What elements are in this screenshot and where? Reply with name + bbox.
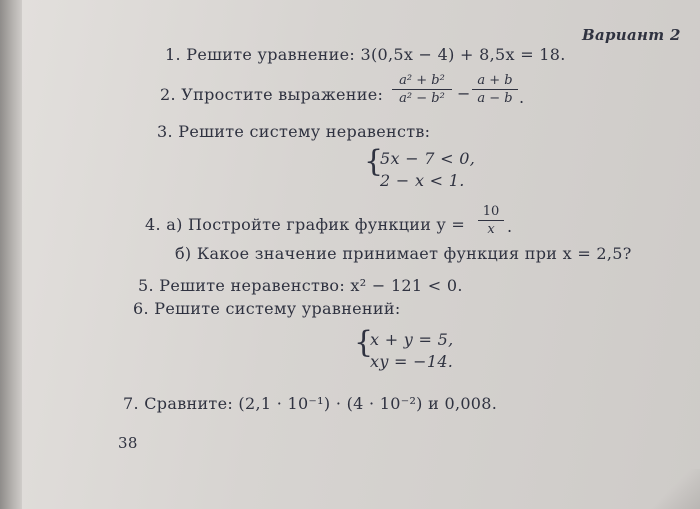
- task-1-text: Решите уравнение:: [186, 45, 356, 64]
- variant-label: Вариант 2: [582, 26, 681, 44]
- task-4-fraction: [478, 203, 504, 238]
- task-4-part-b: б) Какое значение принимает функция при x = 2,5?: [175, 244, 632, 263]
- task-3-inequality-2: 2 − x < 1.: [380, 171, 465, 190]
- task-6: [133, 299, 401, 318]
- task-2-fraction-2: [472, 72, 518, 107]
- task-3-system-brace: {: [364, 144, 384, 179]
- book-binding: [0, 0, 22, 509]
- page-number: 38: [118, 434, 138, 452]
- task-6-system-brace: {: [354, 325, 374, 360]
- task-4: [145, 215, 465, 234]
- task-2-end: .: [519, 88, 525, 107]
- task-5-text: Решите неравенство: x² − 121 < 0.: [159, 276, 463, 295]
- task-2-fraction-1-denominator: a² − b²: [399, 91, 445, 106]
- task-6-equation-2: xy = −14.: [370, 352, 454, 371]
- task-2: [160, 85, 383, 104]
- task-1: [165, 45, 566, 64]
- task-2-minus: −: [457, 84, 471, 103]
- task-6-number: 6.: [133, 299, 149, 318]
- task-6-text: Решите систему уравнений:: [154, 299, 401, 318]
- task-7: [123, 394, 497, 413]
- task-5-number: 5.: [138, 276, 154, 295]
- task-4-part-a: а) Постройте график функции y =: [166, 215, 466, 234]
- task-2-fraction-2-numerator: a + b: [472, 72, 518, 90]
- task-1-expression: 3(0,5x − 4) + 8,5x = 18.: [360, 45, 566, 64]
- task-2-fraction-1-numerator: a² + b²: [392, 72, 452, 90]
- task-2-fraction-1: [392, 72, 452, 107]
- task-3-number: 3.: [157, 122, 173, 141]
- page-corner-shadow: [640, 469, 700, 509]
- task-7-number: 7.: [123, 394, 139, 413]
- task-4-end: .: [507, 217, 513, 236]
- task-4-fraction-denominator: x: [487, 222, 495, 237]
- task-2-fraction-2-denominator: a − b: [477, 91, 513, 106]
- task-2-text: Упростите выражение:: [181, 85, 384, 104]
- task-7-text: Сравните: (2,1 · 10⁻¹) · (4 · 10⁻²) и 0,008.: [144, 394, 498, 413]
- task-5: [138, 276, 463, 295]
- task-4-number: 4.: [145, 215, 161, 234]
- task-3: [157, 122, 430, 141]
- task-1-number: 1.: [165, 45, 181, 64]
- task-3-inequality-1: 5x − 7 < 0,: [380, 149, 476, 168]
- task-3-text: Решите систему неравенств:: [178, 122, 431, 141]
- task-2-number: 2.: [160, 85, 176, 104]
- task-4-fraction-numerator: 10: [478, 203, 504, 221]
- task-6-equation-1: x + y = 5,: [370, 330, 454, 349]
